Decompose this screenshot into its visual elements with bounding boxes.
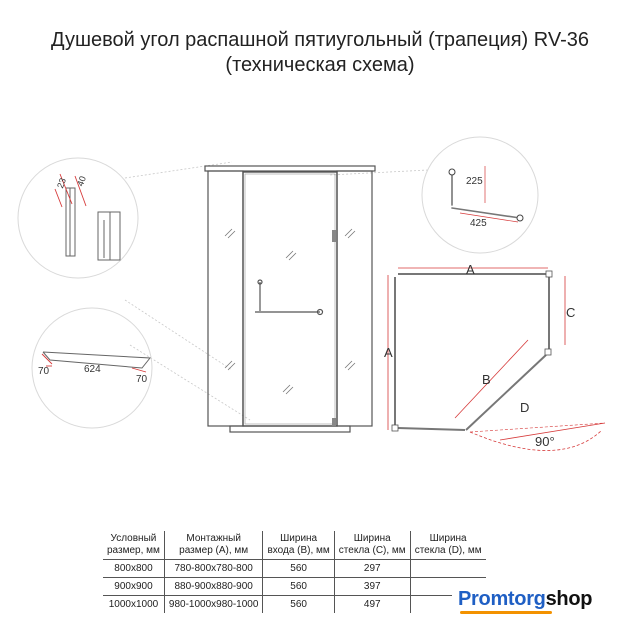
header-nominal-size: Условный размер, мм xyxy=(107,533,160,556)
table-cell: 560 xyxy=(263,578,334,596)
profile-dim-40: 40 xyxy=(75,174,88,188)
plan-label-c: C xyxy=(566,305,576,320)
profile-dim-23: 23 xyxy=(55,176,68,190)
threshold-dim-left: 70 xyxy=(38,366,50,377)
logo-underline xyxy=(460,611,552,614)
table-cell: 1000x1000 xyxy=(103,596,164,614)
threshold-dim-middle: 624 xyxy=(84,364,101,375)
table-cell: 297 xyxy=(334,560,410,578)
logo-part-2: shop xyxy=(545,588,593,610)
header-mounting-size: Монтажный размер (A), мм xyxy=(164,531,263,560)
threshold-detail xyxy=(32,308,152,428)
table-row xyxy=(103,560,486,578)
plan-view xyxy=(384,262,605,451)
threshold-dim-right: 70 xyxy=(136,374,148,385)
table-header-row xyxy=(103,531,486,560)
handle-dim-vertical: 225 xyxy=(466,176,483,187)
logo-part-1: Promtorg xyxy=(458,588,546,610)
table-cell: 497 xyxy=(334,596,410,614)
title-line-1: Душевой угол распашной пятиугольный (трапеция) RV-36 xyxy=(51,29,589,51)
table-cell: 880-900x880-900 xyxy=(164,578,263,596)
plan-label-a-top: A xyxy=(466,262,475,277)
table-row xyxy=(103,578,486,596)
leader-lines xyxy=(125,162,428,420)
table-cell: 780-800x780-800 xyxy=(164,560,263,578)
spec-table xyxy=(103,531,486,613)
header-glass-d-width: Ширина стекла (D), мм xyxy=(410,531,485,560)
header-entrance-width: Ширина входа (B), мм xyxy=(263,531,334,560)
table-row xyxy=(103,596,486,614)
table-cell: 800x800 xyxy=(103,560,164,578)
table-cell: 980-1000x980-1000 xyxy=(164,596,263,614)
plan-label-angle: 90° xyxy=(535,434,555,449)
plan-label-d: D xyxy=(520,400,530,415)
profile-detail xyxy=(18,158,138,278)
plan-label-b: B xyxy=(482,372,491,387)
handle-detail xyxy=(422,137,538,253)
header-glass-c-width: Ширина стекла (C), мм xyxy=(334,531,410,560)
brand-logo xyxy=(452,588,598,611)
front-view xyxy=(205,166,375,432)
table-cell xyxy=(410,560,485,578)
title-line-2: (техническая схема) xyxy=(225,54,415,76)
table-cell: 397 xyxy=(334,578,410,596)
handle-dim-horizontal: 425 xyxy=(470,218,487,229)
plan-label-a-left: A xyxy=(384,345,393,360)
table-cell: 560 xyxy=(263,560,334,578)
table-cell: 560 xyxy=(263,596,334,614)
table-cell: 900x900 xyxy=(103,578,164,596)
